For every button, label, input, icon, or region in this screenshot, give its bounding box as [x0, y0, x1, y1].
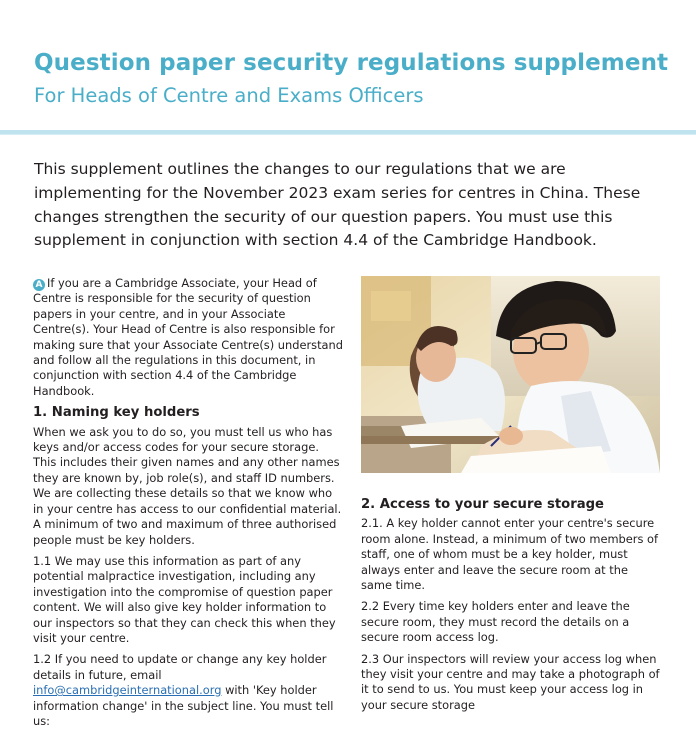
page-title: Question paper security regulations supplement	[34, 50, 669, 76]
section-1-2-paragraph	[33, 652, 345, 729]
page-subtitle: For Heads of Centre and Exams Officers	[34, 84, 424, 107]
intro-paragraph: This supplement outlines the changes to our regulations that we are implementing for the November 2023 exam series for centres in China. These changes strengthen the security of our question papers. You must use this supplement in conjunction with section 4.4 of the Cambridge Handbook.	[34, 160, 641, 250]
section-1-2-text-start: 1.2 If you need to update or change any key holder details in future, email	[33, 652, 327, 682]
left-column	[33, 276, 345, 735]
section-1-1-paragraph: 1.1 We may use this information as part of any potential malpractice investigation, including any investigation into the compromise of question paper content. We will also give key holder information to our inspectors so that they can check this when they visit your centre.	[33, 553, 336, 645]
associate-paragraph	[33, 276, 345, 399]
header-divider-shadow	[0, 134, 696, 135]
right-column	[361, 493, 661, 719]
section-2-2-paragraph: 2.2 Every time key holders enter and leave the secure room, they must record the details on a secure room access log.	[361, 599, 630, 645]
section-2-1-paragraph: 2.1. A key holder cannot enter your centre's secure room alone. Instead, a minimum of two members of staff, one of whom must be a key holder, must always enter and leave the secure room at the same time.	[361, 516, 659, 593]
associate-text: If you are a Cambridge Associate, your Head of Centre is responsible for the security of question papers in your centre, and in your Associate Centre(s). Your Head of Centre is also responsible for making sure that your Associate Centre(s) understand and follow all the regulations in this document, in conjunction with section 4.4 of the Cambridge Handbook.	[33, 276, 343, 398]
section-2-heading: 2. Access to your secure storage	[361, 497, 604, 512]
section-1-2-text-end: with 'Key holder information change' in the subject line. You must tell us:	[33, 683, 334, 728]
email-link[interactable]: info@cambridgeinternational.org	[33, 683, 222, 698]
header	[0, 0, 696, 134]
section-2-3-paragraph: 2.3 Our inspectors will review your access log when they visit your centre and may take a photograph of it to send to us. You must keep your access log in your secure storage	[361, 651, 660, 712]
section-1-heading: 1. Naming key holders	[33, 405, 200, 421]
associate-badge-icon: A	[33, 279, 45, 291]
section-1-paragraph: When we ask you to do so, you must tell us who has keys and/or access codes for your secure storage. This includes their given names and any other names they are known by, job role(s), and staff ID numbers. We are collecting these details so that we know who in your centre has access to our confidential material. A minimum of two and maximum of three authorised people must be key holders.	[33, 424, 342, 547]
students-photo	[361, 276, 660, 473]
